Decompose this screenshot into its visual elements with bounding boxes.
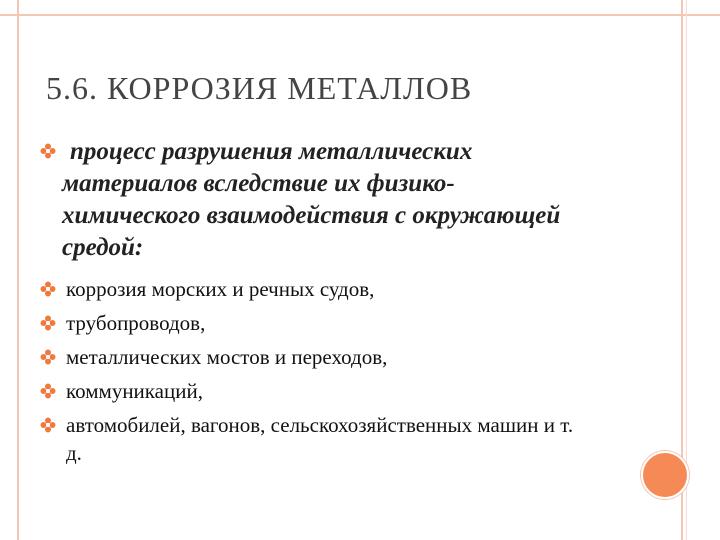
definition-label: процесс разрушения металлических материалов вследствие их физико-химического взаимодействия с окружающей средой: [62,138,561,261]
list-item: коммуникаций, [66,379,203,403]
flower-bullet-icon [40,417,56,433]
definition-text [62,136,582,264]
list-item: автомобилей, вагонов, сельскохозяйственных машин и т. д. [66,413,574,465]
flower-bullet-icon [40,315,56,331]
list-item: трубопроводов, [66,311,206,335]
flower-bullet-icon [40,143,56,159]
flower-bullet-icon [40,383,56,399]
frame-line-top [0,14,720,16]
frame-line-right-inner [686,0,687,540]
flower-bullet-icon [40,281,56,297]
list-item: коррозия морских и речных судов, [66,277,375,301]
flower-bullet-icon [40,349,56,365]
decorative-circle [641,451,689,499]
frame-line-left [17,0,19,540]
list-item: металлических мостов и переходов, [66,345,388,369]
slide-title: 5.6. КОРРОЗИЯ МЕТАЛЛОВ [46,70,473,106]
